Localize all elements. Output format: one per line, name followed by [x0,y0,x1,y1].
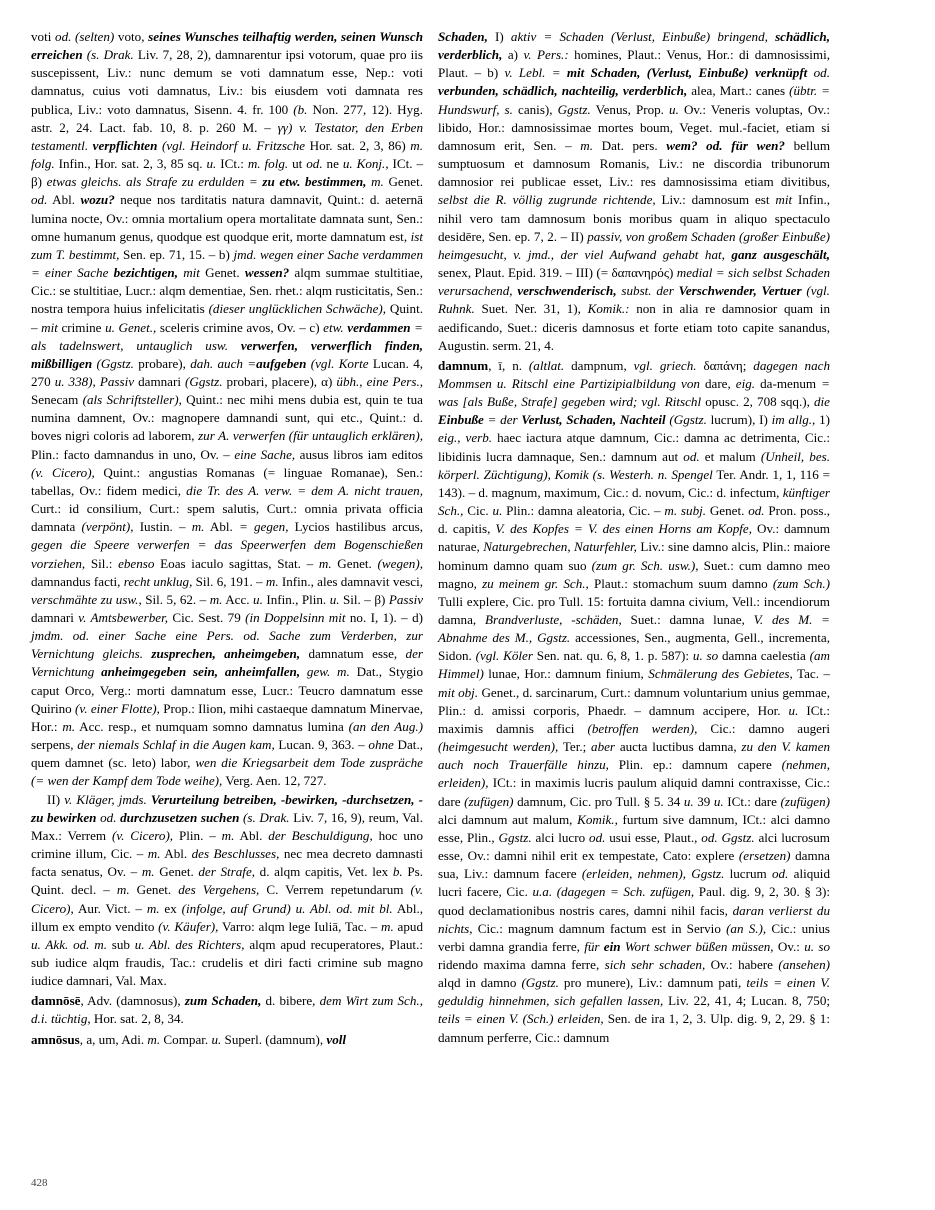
damnosus-continued-paragraph: Schaden, I) aktiv = Schaden (Verlust, Einbuße) bringend, schädlich, verderblich, a) v. Pers.: homines, Plaut.: Venus, Hor.: di damnosissimi, Plaut. – b) v. Lebl. = mit Schaden, (Verlust, Einbuße) verknüpft od. verbunden, schädlich, nachteilig, verderblich, alea, Mart.: canes (übtr. = Hundswurf, s. canis), Ggstz. Venus, Prop. u. Ov.: Veneris voluptas, Ov.: libido, Hor.: damnosissimae mortes boum, Veget. mul.-faciet, etiam si damnosum erit, Sen. – m. Dat. pers. wem? od. für wen? bellum sumptuosum et damnosum Romanis, Liv.: ne discordia tribunorum damnosior rei publicae esset, Liv.: res damnosissima etiam divitibus, selbst die R. völlig zugrunde richtende, Liv.: damnosum est mit Infin., nihil vero tam damnosum bonis moribus quam in aliquo spectaculo desidēre, Sen. ep. 7, 2. – II) passiv, von großem Schaden (großer Einbuße) heimgesucht, v. jmd., der viel Aufwand gehabt hat, ganz ausgeschält, senex, Plaut. Epid. 319. – III) (= δαπανηρός) medial = sich selbst Schaden verursachend, verschwenderisch, subst. der Verschwender, Vertuer (vgl. Ruhnk. Suet. Ner. 31, 1), Komik.: non in alia re damnosior quam in aedificando, Suet.: diceris damnosus et forte etiam toto capite sanandus, Augustin. serm. 21, 4. [438,29,831,353]
voti-paragraph: voti od. (selten) voto, seines Wunsches teilhaftig werden, seinen Wunsch erreichen (s. Drak. Liv. 7, 28, 2), damnarentur ipsi votorum, quae pro iis suscepissent, Liv.: nunc demum se voti damnatum esse, Nep.: voti damnatus, cuius voti damnatus, Liv.: bis eiusdem voti damnata res publica, Liv.: voto damnatus, Sisenn. 4. fr. 100 (b. Non. 277, 12). Hyg. astr. 2, 24. Lact. fab. 10, 8. p. 260 M. – γγ) v. Testator, den Erben testamentl. verpflichten (vgl. Heindorf u. Fritzsche Hor. sat. 2, 3, 86) m. folg. Infin., Hor. sat. 2, 3, 85 sq. u. ICt.: m. folg. ut od. ne u. Konj., ICt. – β) etwas gleichs. als Strafe zu erdulden = zu etw. bestimmen, m. Genet. od. Abl. wozu? neque nos tarditatis natura damnavit, Quint.: d. aeternā lumina nocte, Ov.: omnia mortalium opera mortalitate damnata sunt, Sen.: omne humanum genus, quodque est quodque erit, morte damnatum est, ist zum T. bestimmt, Sen. ep. 71, 15. – b) jmd. wegen einer Sache verdammen = einer Sache bezichtigen, mit Genet. wessen? alqm summae stultitiae, Cic.: se stultitiae, Lucr.: alqm dementiae, Sen. rhet.: alqm rusticitatis, Sen.: nostra tempora huius infelicitatis (dieser unglücklichen Schwäche), Quint. – mit crimine u. Genet., sceleris crimine avos, Ov. – c) etw. verdammen = als tadelnswert, untauglich usw. verwerfen, verwerflich finden, mißbilligen (Ggstz. probare), dah. auch =aufgeben (vgl. Korte Lucan. 4, 270 u. 338), Passiv damnari (Ggstz. probari, placere), α) übh., eine Pers., Senecam (als Schriftsteller), Quint.: nec mihi mens dubia est, quin te tua numina damnent, Ov.: magnopere damnandi sunt, qui etc., Quint.: d. boves nigri coloris ad laborem, zur A. verwerfen (für untauglich erklären), Plin.: facto damnandus in uno, Ov. – eine Sache, ausus libros iam editos (v. Cicero), Quint.: angustias Romanas (= linguae Romanae), Sen.: tabellas, Ov.: fidem medici, die Tr. des A. verw. = dem A. nicht trauen, Curt.: id consilium, Curt.: spem salutis, Curt.: omnia privata officia damnata (verpönt), Iustin. – m. Abl. = gegen, Lycios hastilibus arcus, gegen die Speere verwerfen = das Speerwerfen dem Bogenschießen vorziehen, Sil.: ebenso Eoas iaculo sagittas, Stat. – m. Genet. (wegen), damnandus facti, recht unklug, Sil. 6, 191. – m. Infin., ales damnavit vesci, verschmähte zu usw., Sil. 5, 62. – m. Acc. u. Infin., Plin. u. Sil. – β) Passiv damnari v. Amtsbewerber, Cic. Sest. 79 (in Doppelsinn mit no. I, 1). – d) jmdm. od. einer Sache eine Pers. od. Sache zum Verderben, zur Vernichtung gleichs. zusprechen, anheimgeben, damnatum esse, der Vernichtung anheimgegeben sein, anheimfallen, gew. m. Dat., Stygio caput Orco, Verg.: morti damnatum esse, Lucr.: Teucro damnatum esse Quirino (v. einer Flotte), Prop.: Ilion, mihi castaeque damnatum Minervae, Hor.: m. Acc. resp., et numquam somno damnatus lumina (an den Aug.) serpens, der niemals Schlaf in die Augen kam, Lucan. 9, 363. – ohne Dat., quem damnet (sc. leto) labor, wen die Kriegsarbeit dem Tode zuspräche (= wen der Kampf dem Tode weihe), Verg. Aen. 12, 727. [31,29,424,789]
left-column [31,28,423,1049]
right-column [438,28,830,1047]
page-number: 428 [31,1177,48,1189]
entry-damnum: damnum, ī, n. (altlat. dampnum, vgl. griech. δαπάνη; dagegen nach Mommsen u. Ritschl eine Partizipialbildung von dare, eig. da-menum = was [als Buße, Strafe] gegeben wird; vgl. Ritschl opusc. 2, 708 sqq.), die Einbuße = der Verlust, Schaden, Nachteil (Ggstz. lucrum), I) im allg., 1) eig., verb. haec iactura atque damnum, Cic.: damna ac detrimenta, Cic.: libidinis lucra damnaque, Sen.: damnum aut od. et malum (Unheil, bes. körperl. Züchtigung), Komik (s. Westerh. n. Spengel Ter. Andr. 1, 1, 116 = 143). – d. magnum, maximum, Cic.: d. novum, Cic.: d. infectum, künftiger Sch., Cic. u. Plin.: damna aleatoria, Cic. – m. subj. Genet. od. Pron. poss., d. capitis, V. des Kopfes = V. des einen Horns am Kopfe, Ov.: damnum naturae, Naturgebrechen, Naturfehler, Liv.: sine damno alcis, Plin.: maiore hominum damno quam suo (zum gr. Sch. usw.), Suet.: cum damno meo magno, zu meinem gr. Sch., Plaut.: stomachum suum damno (zum Sch.) Tulli explere, Cic. pro Tull. 15: fortuita damna civium, Vell.: incendiorum damna, Brandverluste, -schäden, Suet.: damna lunae, V. des M. = Abnahme des M., Ggstz. accessiones, Sen., augmenta, Gell., incrementa, Sidon. (vgl. Köler Sen. nat. qu. 6, 8, 1. p. 587): u. so damna caelestia (am Himmel) lunae, Hor.: damnum finium, Schmälerung des Gebietes, Tac. – mit obj. Genet., d. sarcinarum, Curt.: damnum voluntarium unius gemmae, Plin.: d. amissi corporis, Phaedr. – damnum accipere, Hor. u. ICt.: maximis damnis affici (betroffen werden), Cic.: damno augeri (heimgesucht werden), Ter.; aber aucta luctibus damna, zu den V. kamen auch noch Trauerfälle hinzu, Plin. ep.: damnum capere (nehmen, erleiden), ICt.: in maximis lucris paulum aliquid damni contraxisse, Cic.: dare (zufügen) damnum, Cic. pro Tull. § 5. 34 u. 39 u. ICt.: dare (zufügen) alci damnum aut malum, Komik., furtum sive damnum, ICt.: alci damno esse, Plin., Ggstz. alci lucro od. usui esse, Plaut., od. Ggstz. alci lucrosum esse, Ov.: damni nihil erit ex tempestate, Cato: explere (ersetzen) damna sua, Liv.: damnum facere (erleiden, nehmen), Ggstz. lucrum od. aliquid lucri facere, Cic. u.a. (dagegen = Sch. zufügen, Paul. dig. 9, 2, 30. § 3): quod declamationibus nostris cares, damni nihil facis, daran verlierst du nichts, Cic.: magnum damnum factum est in Servio (an S.), Cic.: unius verbi damna grandia ferre, für ein Wort schwer büßen müssen, Ov.: u. so ridendo maxima damna ferre, sich sehr schaden, Ov.: habere (ansehen) alqd in damno (Ggstz. pro munere), Liv.: damnum pati, teils = einen V. geduldig hinnehmen, sich gefallen lassen, Liv. 22, 41, 4; Lucan. 8, 750; teils = einen V. (Sch.) erleiden, Sen. de ira 1, 2, 3. Ulp. dig. 9, 2, 29. § 1: damnum perferre, Cic.: damnum [438,357,831,1045]
entry-damnosus-start: amnōsus, a, um, Adi. m. Compar. u. Superl. (damnum), voll [31,1031,347,1047]
section-two-paragraph: II) v. Kläger, jmds. Verurteilung betreiben, -bewirken, -durchsetzen, -zu bewirken od. durchzusetzen suchen (s. Drak. Liv. 7, 16, 9), reum, Val. Max.: Verrem (v. Cicero), Plin. – m. Abl. der Beschuldigung, hoc uno crimine illum, Cic. – m. Abl. des Beschlusses, nec mea decreto damnasti facta senatus, Ov. – m. Genet. der Strafe, d. alqm capitis, Vet. lex b. Ps. Quint. decl. – m. Genet. des Vergehens, C. Verrem repetundarum (v. Cicero), Aur. Vict. – m. ex (infolge, auf Grund) u. Abl. od. mit bl. Abl., illum ex empto vendito (v. Käufer), Varro: alqm lege Iuliā, Tac. – m. apud u. Akk. od. m. sub u. Abl. des Richters, alqm apud recuperatores, Plaut.: sub iudice alqm fraudis, Tac.: crudelis et diri facti crimine sub magno iudice damnari, Val. Max. [31,791,424,989]
entry-damnose: damnōsē, Adv. (damnosus), zum Schaden, d. bibere, dem Wirt zum Sch., d.i. tüchtig, Hor. sat. 2, 8, 34. [31,993,423,1027]
